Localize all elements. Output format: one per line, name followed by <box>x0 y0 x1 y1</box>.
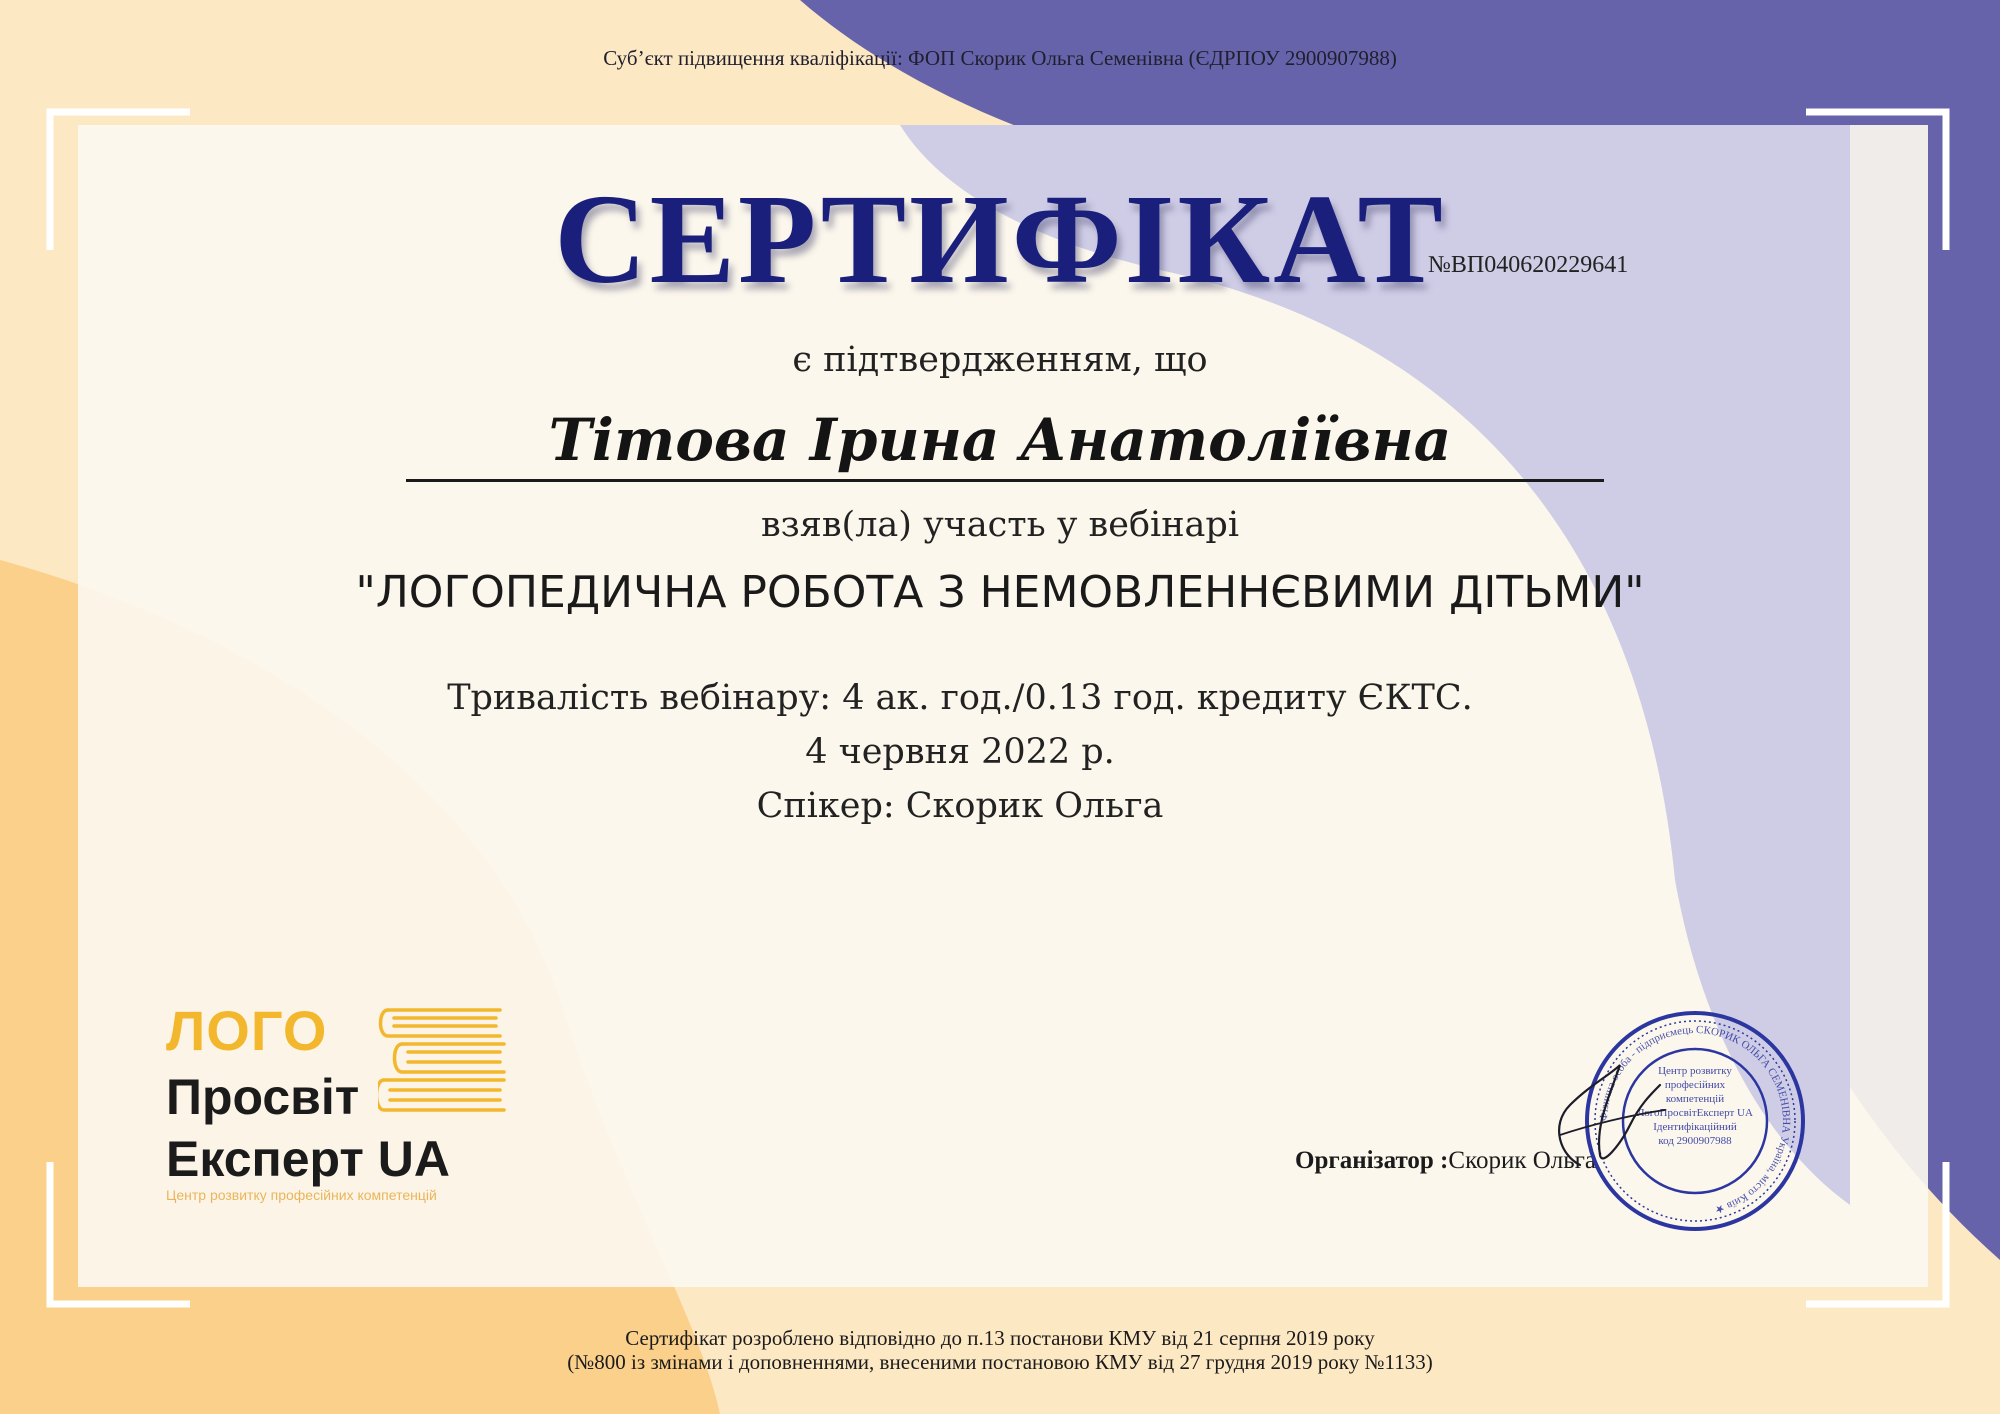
recipient-name: Тітова Ірина Анатоліївна <box>548 406 1452 474</box>
logo-line-3: Експерт UA <box>166 1131 451 1187</box>
speaker-text: Спікер: Скорик Ольга <box>756 786 1164 826</box>
issuer-text: Суб’єкт підвищення кваліфікації: ФОП Скорик Ольга Семенівна (ЄДРПОУ 2900907988) <box>603 46 1397 70</box>
svg-text:Фізична особа - підприємець СК: Фізична особа - підприємець СКОРИК ОЛЬГА СЕМЕНІВНА Україна, місто Київ ★ <box>1597 1023 1793 1216</box>
logo-tagline: Центр розвитку професійних компетенцій <box>166 1187 437 1203</box>
svg-text:професійних: професійних <box>1664 1079 1726 1091</box>
svg-text:Ідентифікаційний: Ідентифікаційний <box>1653 1121 1737 1133</box>
date-text: 4 червня 2022 р. <box>805 732 1115 772</box>
footer-line-2: (№800 із змінами і доповненнями, внесеними постановою КМУ від 27 грудня 2019 року №1133) <box>567 1350 1433 1374</box>
footer-line-1: Сертифікат розроблено відповідно до п.13 постанови КМУ від 21 серпня 2019 року <box>625 1326 1375 1350</box>
participation-text: взяв(ла) участь у вебінарі <box>760 505 1240 545</box>
organizer-label: Організатор : <box>1295 1147 1449 1174</box>
logo-line-2: Просвіт <box>166 1069 360 1125</box>
books-icon <box>378 1006 508 1121</box>
certificate-number: №ВП040620229641 <box>1428 252 1629 278</box>
svg-text:компетенцій: компетенцій <box>1665 1093 1725 1105</box>
organizer-name: Скорик Ольга <box>1448 1147 1596 1174</box>
webinar-title: "ЛОГОПЕДИЧНА РОБОТА З НЕМОВЛЕННЄВИМИ ДІТЬМИ" <box>355 567 1645 618</box>
signature <box>1540 1055 1670 1175</box>
name-underline <box>406 479 1604 482</box>
svg-text:код 2900907988: код 2900907988 <box>1658 1135 1732 1147</box>
duration-text: Тривалість вебінару: 4 ак. год./0.13 год. кредиту ЄКТС. <box>447 678 1473 718</box>
certificate-title: СЕРТИФІКАТ <box>554 168 1446 310</box>
svg-text:ЛогоПросвітЕксперт UA: ЛогоПросвітЕксперт UA <box>1637 1107 1753 1119</box>
logo-line-1: ЛОГО <box>166 999 328 1062</box>
confirm-text: є підтвердженням, що <box>792 340 1208 380</box>
svg-text:Центр розвитку: Центр розвитку <box>1658 1065 1732 1077</box>
